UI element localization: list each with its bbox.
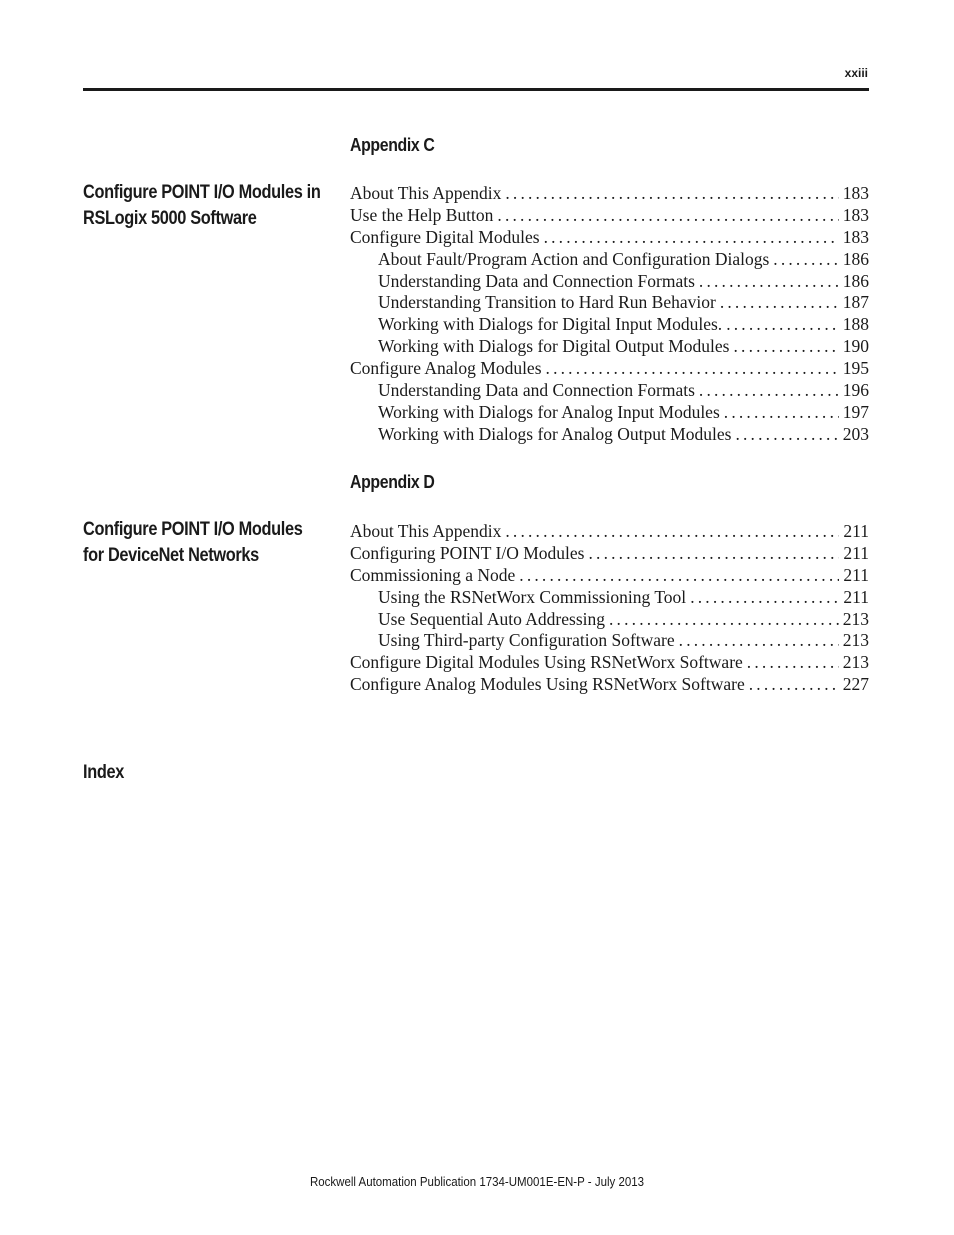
appendix-d-toc <box>350 521 869 696</box>
appendix-d-title-line2: for DeviceNet Networks <box>83 545 259 566</box>
toc-dot-leader <box>588 543 839 565</box>
toc-entry[interactable] <box>350 543 869 565</box>
toc-entry[interactable] <box>350 227 869 249</box>
toc-entry-title: Configure Digital Modules Using RSNetWorx Software <box>350 652 743 673</box>
toc-entry[interactable] <box>350 630 869 652</box>
toc-entry-title: Working with Dialogs for Digital Input Modules. <box>378 314 723 335</box>
toc-entry[interactable] <box>350 565 869 587</box>
toc-entry[interactable] <box>350 424 869 446</box>
toc-entry[interactable] <box>350 674 869 696</box>
toc-entry[interactable] <box>350 336 869 358</box>
toc-entry-page: 203 <box>842 423 869 444</box>
appendix-c-toc <box>350 183 869 446</box>
toc-entry-page: 211 <box>843 521 869 541</box>
toc-dot-leader <box>505 521 839 543</box>
toc-entry[interactable] <box>350 358 869 380</box>
toc-dot-leader <box>690 587 839 609</box>
toc-entry-page: 183 <box>842 183 869 203</box>
toc-entry-page: 186 <box>842 270 869 291</box>
toc-entry-page: 213 <box>842 608 869 629</box>
toc-dot-leader <box>733 336 838 358</box>
toc-entry-title: Use Sequential Auto Addressing <box>378 608 605 629</box>
toc-entry-title: Understanding Transition to Hard Run Behavior <box>378 292 716 313</box>
toc-entry-page: 213 <box>842 652 869 673</box>
toc-entry-page: 213 <box>842 630 869 651</box>
appendix-c-title <box>83 180 332 232</box>
toc-entry[interactable] <box>350 249 869 271</box>
toc-dot-leader <box>720 292 839 314</box>
toc-entry-page: 186 <box>842 248 869 269</box>
toc-dot-leader <box>749 674 839 696</box>
toc-dot-leader <box>724 402 839 424</box>
toc-dot-leader <box>699 380 839 402</box>
toc-entry-title: Configure Analog Modules Using RSNetWorx Software <box>350 674 745 695</box>
toc-dot-leader <box>679 630 839 652</box>
footer-publication: Rockwell Automation Publication 1734-UM001E-EN-P - July 2013 <box>309 1175 645 1189</box>
toc-entry-title: Commissioning a Node <box>350 564 516 585</box>
toc-dot-leader <box>699 271 839 293</box>
toc-entry[interactable] <box>350 402 869 424</box>
toc-entry-page: 187 <box>842 292 869 313</box>
toc-dot-leader <box>497 205 838 227</box>
toc-entry-page: 227 <box>842 674 869 695</box>
toc-entry-title: Working with Dialogs for Digital Output Modules <box>378 336 730 357</box>
toc-entry[interactable] <box>350 587 869 609</box>
toc-entry[interactable] <box>350 271 869 293</box>
header-rule <box>83 88 869 91</box>
toc-entry[interactable] <box>350 652 869 674</box>
toc-entry-page: 211 <box>843 564 869 585</box>
toc-entry-title: Configure Digital Modules <box>350 226 540 247</box>
toc-entry-page: 190 <box>842 336 869 357</box>
appendix-c-title-line2: RSLogix 5000 Software <box>83 208 257 229</box>
toc-dot-leader <box>544 227 839 249</box>
toc-entry-title: Using Third-party Configuration Software <box>378 630 675 651</box>
appendix-d-title <box>83 517 332 569</box>
toc-entry-page: 196 <box>842 380 869 401</box>
toc-entry[interactable] <box>350 380 869 402</box>
toc-entry-title: Use the Help Button <box>350 204 494 225</box>
toc-entry[interactable] <box>350 292 869 314</box>
toc-entry-page: 183 <box>842 204 869 225</box>
toc-dot-leader <box>609 609 839 631</box>
appendix-c-title-line1: Configure POINT I/O Modules in <box>83 182 321 203</box>
toc-dot-leader <box>726 314 839 336</box>
toc-entry-page: 183 <box>842 226 869 247</box>
toc-dot-leader <box>505 183 838 205</box>
index-title: Index <box>83 762 124 783</box>
toc-entry[interactable] <box>350 314 869 336</box>
toc-entry-title: Working with Dialogs for Analog Output Modules <box>378 423 732 444</box>
appendix-d-heading: Appendix D <box>350 472 435 492</box>
page-number: xxiii <box>844 66 868 80</box>
toc-dot-leader <box>747 652 839 674</box>
appendix-d-title-line1: Configure POINT I/O Modules <box>83 519 303 540</box>
toc-entry-title: Configure Analog Modules <box>350 358 542 379</box>
toc-entry-page: 211 <box>843 586 869 607</box>
toc-entry-title: Configuring POINT I/O Modules <box>350 542 585 563</box>
toc-entry-page: 188 <box>842 314 869 335</box>
toc-entry-title: Understanding Data and Connection Formats <box>378 380 695 401</box>
toc-entry-title: Understanding Data and Connection Formats <box>378 270 695 291</box>
toc-entry-page: 197 <box>842 401 869 422</box>
toc-entry[interactable] <box>350 205 869 227</box>
toc-dot-leader <box>773 249 838 271</box>
toc-dot-leader <box>546 358 839 380</box>
toc-entry[interactable] <box>350 521 869 543</box>
toc-entry-page: 211 <box>843 542 869 563</box>
appendix-c-heading: Appendix C <box>350 135 435 155</box>
toc-entry-title: Using the RSNetWorx Commissioning Tool <box>378 586 687 607</box>
toc-entry-title: Working with Dialogs for Analog Input Modules <box>378 401 720 422</box>
toc-dot-leader <box>735 424 838 446</box>
toc-dot-leader <box>519 565 839 587</box>
toc-entry-title: About Fault/Program Action and Configuration Dialogs <box>378 248 770 269</box>
toc-entry-page: 195 <box>842 358 869 379</box>
toc-entry[interactable] <box>350 609 869 631</box>
toc-entry[interactable] <box>350 183 869 205</box>
toc-entry-title: About This Appendix <box>350 521 502 541</box>
toc-entry-title: About This Appendix <box>350 183 502 203</box>
